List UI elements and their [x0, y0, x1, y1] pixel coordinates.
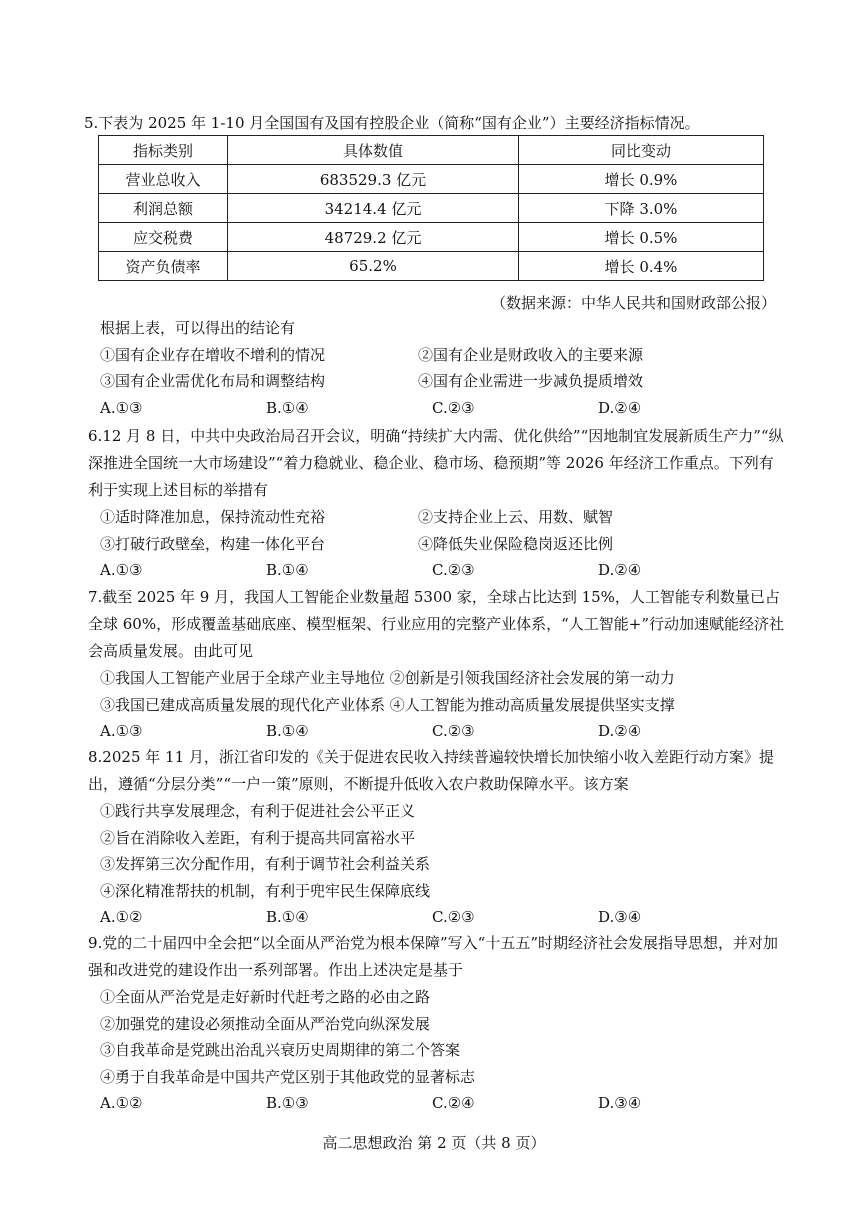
question-5-lead: 根据上表，可以得出的结论有	[100, 319, 296, 337]
option-item: ①适时降准加息，保持流动性充裕	[100, 508, 326, 526]
table-cell: 增长 0.5%	[519, 223, 764, 252]
table-header-cell: 具体数值	[228, 136, 519, 165]
table-row	[99, 165, 764, 194]
answer-choices	[88, 904, 788, 931]
answer-choice-d[interactable]: D.②④	[598, 398, 642, 417]
table-cell: 应交税费	[99, 223, 228, 252]
option-item: ①我国人工智能产业居于全球产业主导地位 ②创新是引领我国经济社会发展的第一动力	[100, 669, 675, 687]
answer-choice-d[interactable]: D.②④	[598, 561, 642, 579]
option-item: ①践行共享发展理念，有利于促进社会公平正义	[100, 802, 416, 820]
option-item: ①全面从严治党是走好新时代赶考之路的必由之路	[100, 988, 431, 1006]
question-6	[88, 423, 788, 584]
option-row	[88, 531, 788, 558]
option-item: ③我国已建成高质量发展的现代化产业体系 ④人工智能为推动高质量发展提供坚实支撑	[100, 695, 675, 714]
table-cell: 683529.3 亿元	[228, 165, 519, 194]
question-5	[84, 110, 788, 137]
table-row	[99, 223, 764, 252]
question-5-stem: 5.下表为 2025 年 1-10 月全国国有及国有控股企业（简称“国有企业”）主要经济指标情况。	[84, 114, 700, 132]
option-item: ③打破行政壁垒，构建一体化平台	[100, 534, 326, 553]
question-8	[88, 744, 788, 931]
table-row	[99, 194, 764, 223]
table-cell: 增长 0.9%	[519, 165, 764, 194]
answer-choice-a[interactable]: A.①③	[100, 561, 143, 579]
option-row	[88, 368, 788, 395]
answer-choice-b[interactable]: B.①④	[266, 561, 309, 579]
option-item: ③自我革命是党跳出治乱兴衰历史周期律的第二个答案	[100, 1041, 461, 1059]
option-row	[88, 504, 788, 531]
answer-choices	[88, 1090, 788, 1117]
answer-choice-b[interactable]: B.①④	[266, 398, 309, 417]
table-cell: 65.2%	[228, 252, 519, 281]
answer-choice-a[interactable]: A.①③	[100, 722, 143, 740]
option-item: ③国有企业需优化布局和调整结构	[100, 372, 326, 390]
table-cell: 下降 3.0%	[519, 194, 764, 223]
table-header-row	[99, 136, 764, 165]
option-item: ③发挥第三次分配作用，有利于调节社会利益关系	[100, 855, 431, 873]
question-7-stem: 7.截至 2025 年 9 月，我国人工智能企业数量超 5300 家，全球占比达到 15%，人工智能专利数量已占全球 60%，形成覆盖基础底座、模型框架、行业应用的完整产业体系，“人工智能+”行动加速赋能经济社会高质量发展。由此可见	[88, 588, 785, 660]
option-item: ②支持企业上云、用数、赋智	[418, 508, 614, 526]
question-6-stem: 6.12 月 8 日，中共中央政治局召开会议，明确“持续扩大内需、优化供给”“因地制宜发展新质生产力”“纵深推进全国统一大市场建设”“着力稳就业、稳企业、稳市场、稳预期”等 2026 年经济工作重点。下列有利于实现上述目标的举措有	[88, 427, 784, 499]
answer-choices	[88, 395, 788, 422]
answer-choice-c[interactable]: C.②③	[432, 398, 475, 417]
answer-choice-b[interactable]: B.①④	[266, 722, 309, 740]
table-cell: 34214.4 亿元	[228, 194, 519, 223]
question-9	[88, 930, 788, 1117]
table-source-note: （数据来源：中华人民共和国财政部公报）	[490, 294, 776, 312]
indicator-table	[98, 135, 764, 281]
option-row	[88, 342, 788, 369]
option-item: ①国有企业存在增收不增利的情况	[100, 345, 326, 364]
answer-choice-c[interactable]: C.②③	[432, 561, 475, 579]
answer-choice-c[interactable]: C.②③	[432, 722, 475, 740]
option-item: ②旨在消除收入差距，有利于提高共同富裕水平	[100, 828, 416, 847]
option-item: ④国有企业需进一步减负提质增效	[418, 372, 644, 390]
answer-choice-b[interactable]: B.①③	[266, 1094, 309, 1112]
table-header-cell: 指标类别	[99, 136, 228, 165]
table-cell: 增长 0.4%	[519, 252, 764, 281]
question-9-stem: 9.党的二十届四中全会把“以全面从严治党为根本保障”写入“十五五”时期经济社会发展指导思想，并对加强和改进党的建设作出一系列部署。作出上述决定是基于	[88, 934, 778, 979]
question-8-stem: 8.2025 年 11 月，浙江省印发的《关于促进农民收入持续普遍较快增长加快缩小收入差距行动方案》提出，遵循“分层分类”“一户一策”原则，不断提升低收入农户救助保障水平。该方案	[88, 748, 774, 793]
answer-choices	[88, 557, 788, 584]
answer-choice-c[interactable]: C.②④	[432, 1094, 475, 1112]
table-row	[99, 252, 764, 281]
table-cell: 资产负债率	[99, 252, 228, 281]
question-5-body	[88, 315, 788, 421]
table-header-cell: 同比变动	[519, 136, 764, 165]
question-7	[88, 584, 788, 745]
answer-choice-b[interactable]: B.①④	[266, 908, 309, 926]
option-item: ④勇于自我革命是中国共产党区别于其他政党的显著标志	[100, 1067, 476, 1086]
answer-choice-d[interactable]: D.③④	[598, 1094, 642, 1112]
answer-choices	[88, 718, 788, 745]
table-cell: 48729.2 亿元	[228, 223, 519, 252]
answer-choice-d[interactable]: D.②④	[598, 722, 642, 740]
option-item: ④降低失业保险稳岗返还比例	[418, 534, 614, 553]
answer-choice-c[interactable]: C.②③	[432, 908, 475, 926]
answer-choice-a[interactable]: A.①③	[100, 398, 143, 417]
option-item: ②加强党的建设必须推动全面从严治党向纵深发展	[100, 1014, 431, 1033]
answer-choice-d[interactable]: D.③④	[598, 908, 642, 926]
answer-choice-a[interactable]: A.①②	[100, 908, 143, 926]
table-cell: 营业总收入	[99, 165, 228, 194]
page-footer: 高二思想政治 第 2 页（共 8 页）	[322, 1134, 546, 1152]
option-item: ④深化精准帮扶的机制，有利于兜牢民生保障底线	[100, 881, 431, 900]
option-item: ②国有企业是财政收入的主要来源	[418, 345, 644, 364]
table-cell: 利润总额	[99, 194, 228, 223]
answer-choice-a[interactable]: A.①②	[100, 1094, 143, 1112]
